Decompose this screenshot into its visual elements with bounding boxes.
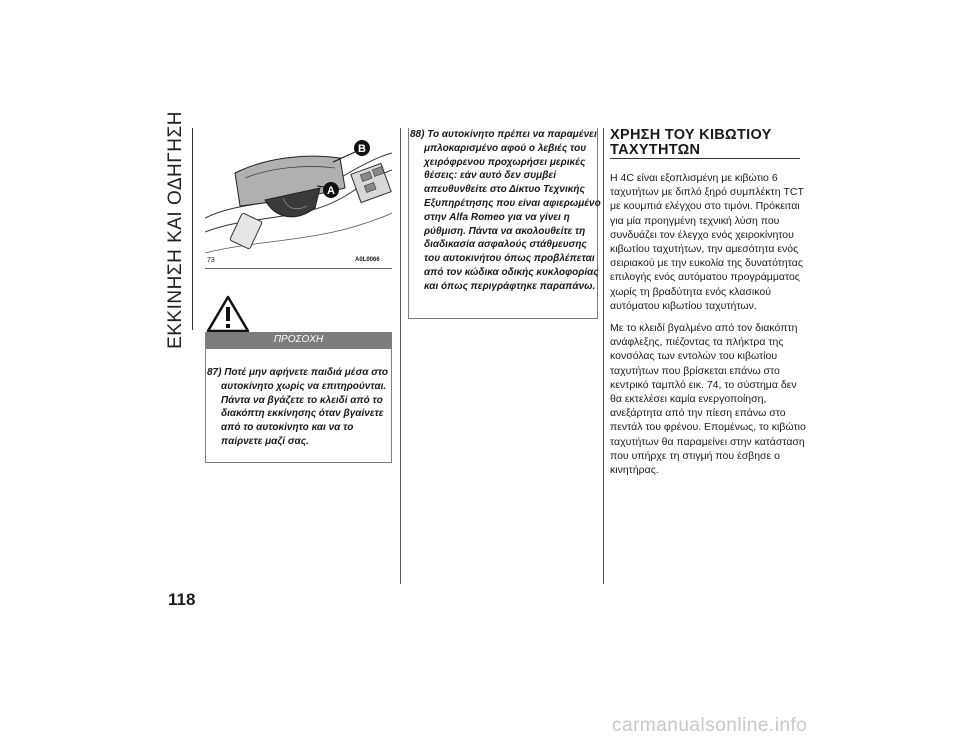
section-title-line2: ΤΑΧΥΤΗΤΩΝ [610, 142, 701, 158]
column-divider-2 [603, 128, 604, 584]
section-title-underline [610, 158, 800, 159]
figure-code: A0L0066 [355, 257, 380, 263]
section-paragraph-1: Η 4C είναι εξοπλισμένη με κιβώτιο 6 ταχυτήτων με διπλό ξηρό συμπλέκτη TCT με κουμπιά ελέγχου στο τιμόνι. Πρόκειται για μία προηγμένη τεχνική λύση που συνδυάζει τον έλεγχο ενός χειροκίνητου κιβωτίου ταχυτήτων, την αμεσότητα ενός σειριακού με την ευκολία της δυνατότητας επιλογής ενός αυτόματου προγράμματος χωρίς τη βραδύτητα ενός κλασικού αυτόματου κιβωτίου ταχυτήτων. [610, 172, 804, 312]
section-paragraph-2: Με το κλειδί βγαλμένο από τον διακόπτη ανάφλεξης, πιέζοντας τα πλήκτρα της κονσόλας των εντολών του κιβωτίου ταχυτήτων που βρίσκεται επάνω στο κεντρικό ταμπλό εικ. 74, το σύστημα δεν θα εκτελέσει καμία ενεργοποίηση, ανεξάρτητα από την πίεση επάνω στο πεντάλ του φρένου. Επομένως, το κιβώτιο ταχυτήτων θα παραμείνει στην κατάσταση που υπήρχε τη στιγμή που έσβησε ο κινητήρας. [610, 322, 806, 477]
page-number: 118 [168, 590, 196, 609]
side-divider [192, 128, 193, 330]
column-divider-1 [400, 128, 401, 584]
handbrake-illustration [205, 128, 392, 268]
callout-a-label: A [327, 185, 335, 197]
section-title [610, 128, 772, 158]
side-chapter-title-text: ΕΚΚΙΝΗΣΗ ΚΑΙ ΟΔΗΓΗΣΗ [165, 111, 186, 349]
warning-heading: ΠΡΟΣΟΧΗ [205, 332, 392, 348]
figure-number: 73 [207, 257, 215, 264]
warning-note-87: 87) Ποτέ μην αφήνετε παιδιά μέσα στο αυτοκίνητο χωρίς να επιτηρούνται. Πάντα να βγάζετε το κλειδί από το διακόπτη εκκίνησης όταν βγαίνετε από το αυτοκίνητο και να το παίρνετε μαζί σας. [207, 367, 389, 447]
handbrake-figure [205, 128, 392, 269]
section-title-line1: ΧΡΗΣΗ ΤΟΥ ΚΙΒΩΤΙΟΥ [610, 127, 772, 143]
warning-note-88: 88) Το αυτοκίνητο πρέπει να παραμένει μπλοκαρισμένο αφού ο λεβιές του χειρόφρενου προχωρήσει μερικές θέσεις: εάν αυτό δεν συμβεί απευθυνθείτε στο Δίκτυο Τεχνικής Εξυπηρέτησης που είναι αφιερωμένο στην Alfa Romeo για να γίνει η ρύθμιση. Πάντα να ακολουθείτε τη διαδικασία ασφαλούς στάθμευσης του αυτοκινήτου όπως προβλέπεται από τον κώδικα οδικής κυκλοφορίας και όπως περιγράφτηκε παραπάνω. [410, 129, 601, 292]
watermark: carmanualsonline.info [612, 715, 808, 736]
side-chapter-title [163, 111, 189, 349]
callout-b-label: B [358, 143, 366, 155]
